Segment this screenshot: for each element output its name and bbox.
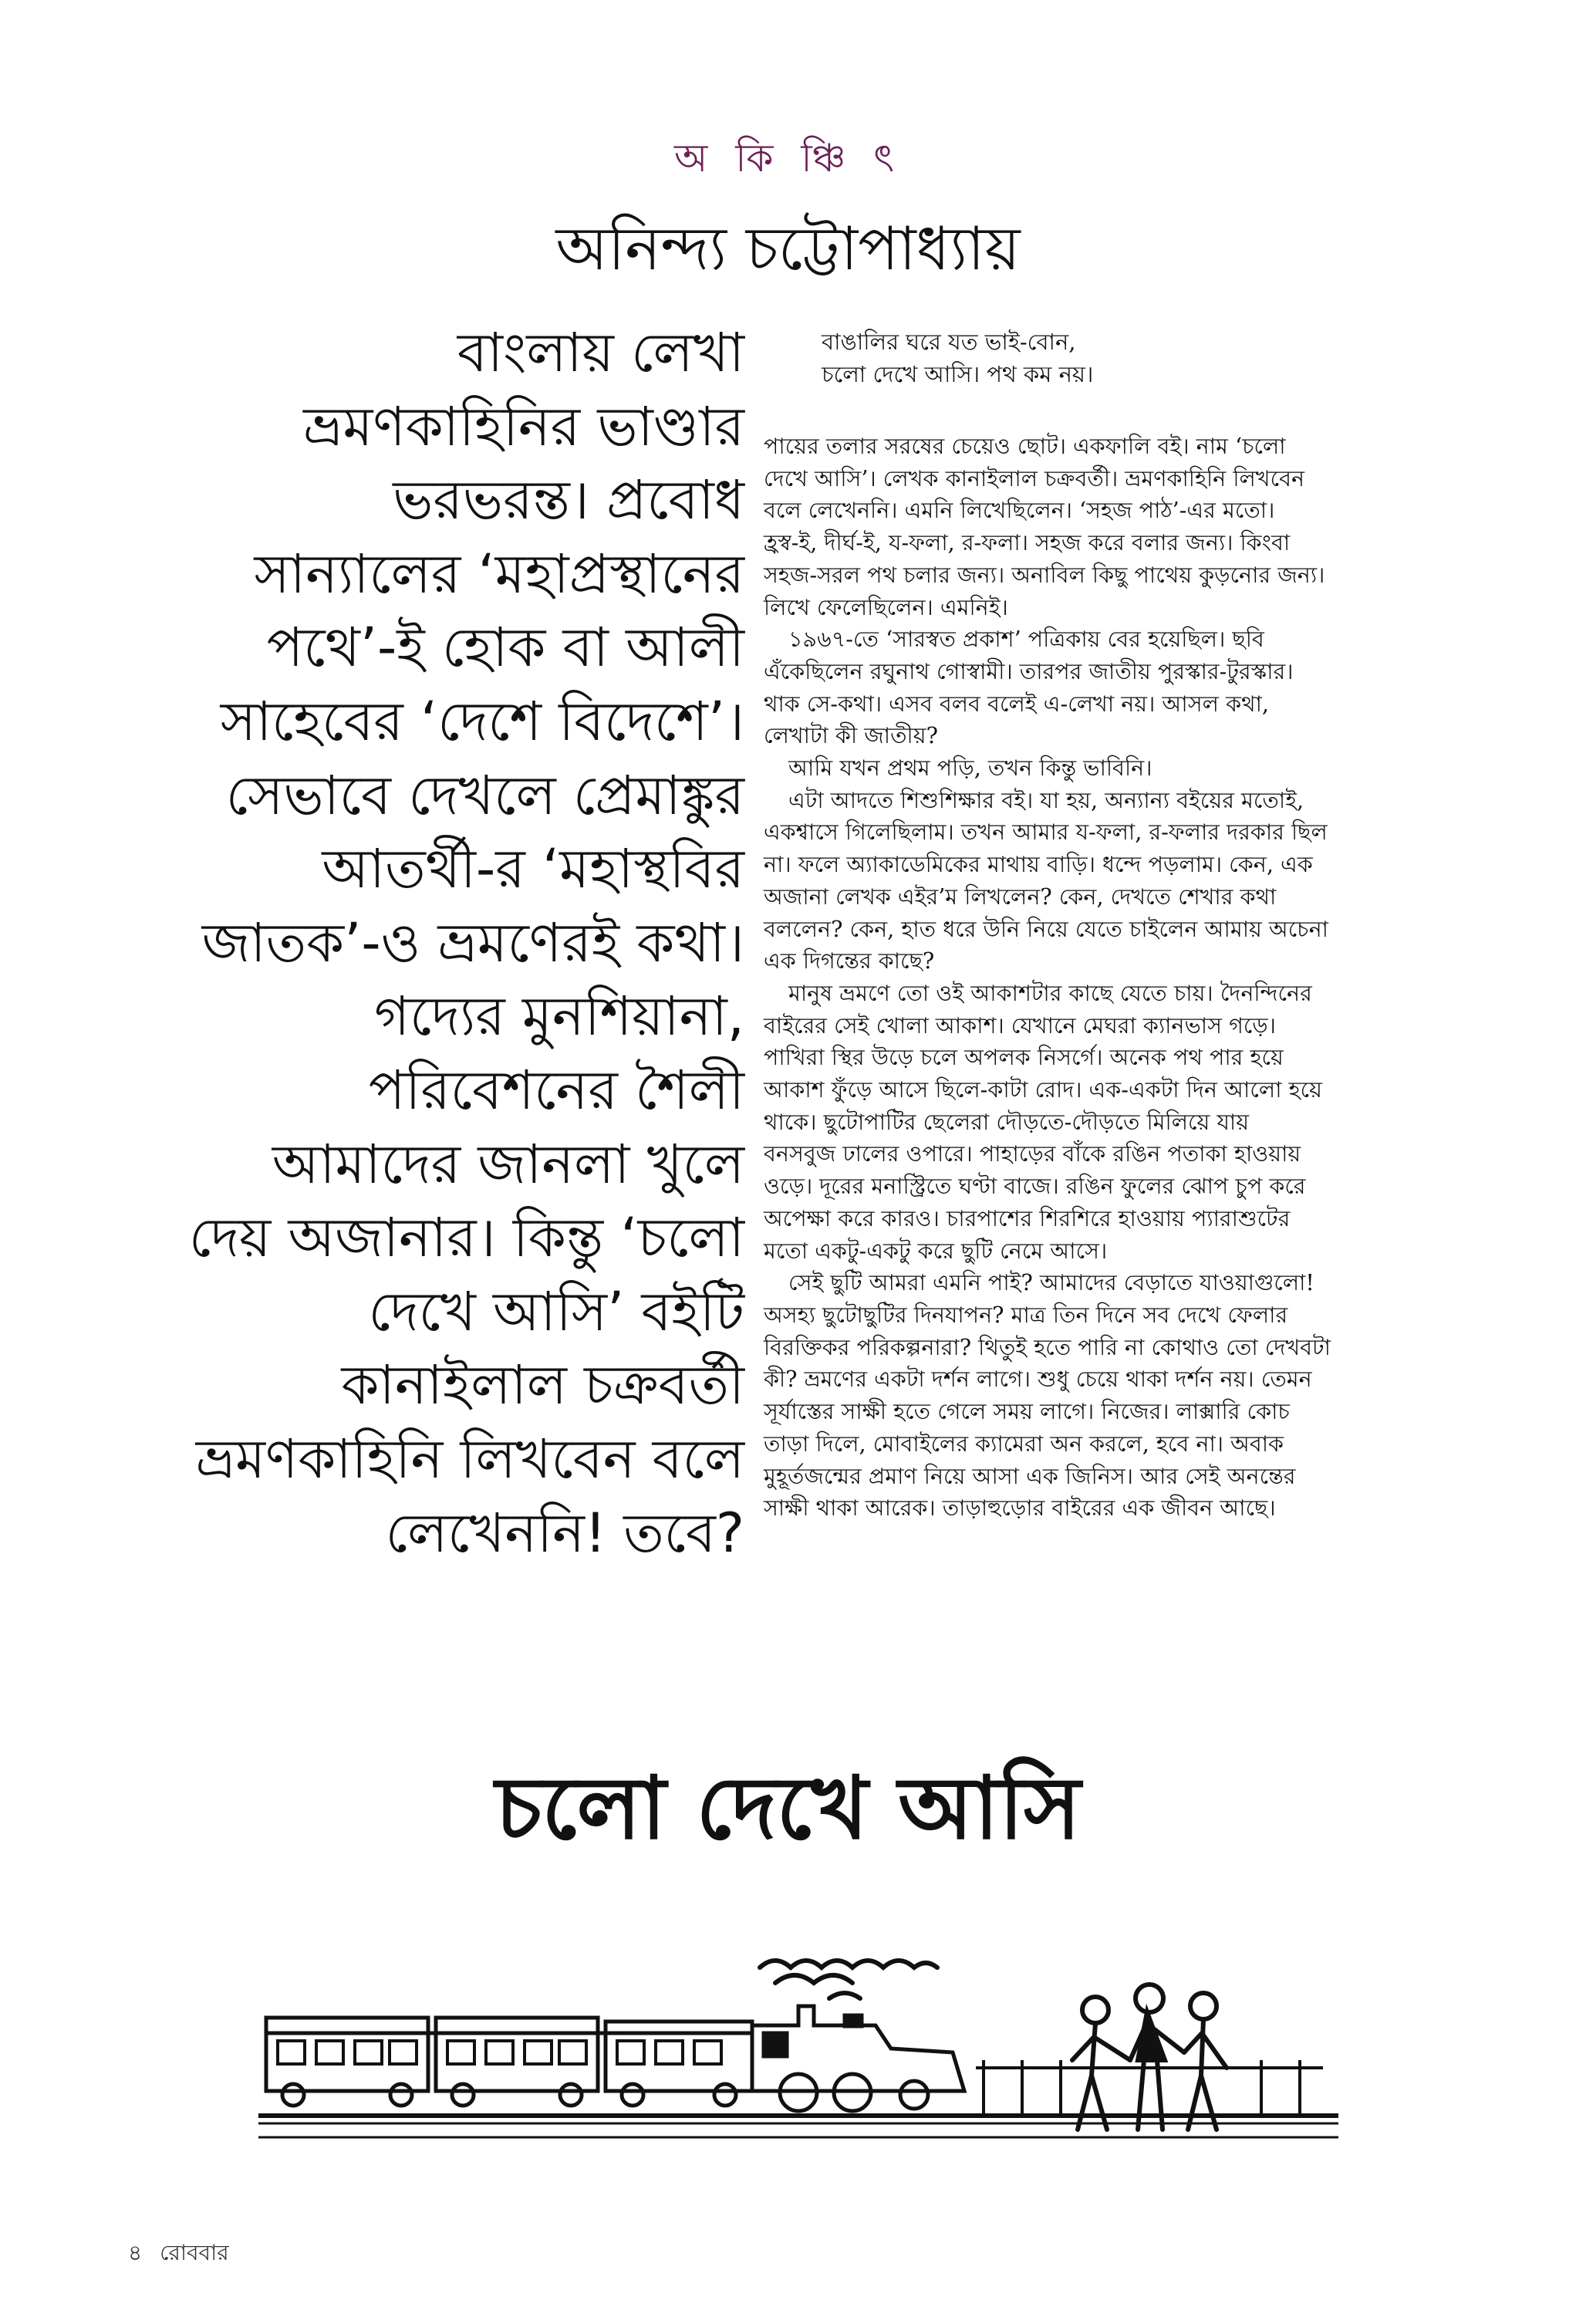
epigraph-line: চলো দেখে আসি। পথ কম নয়। — [822, 361, 1094, 387]
body-line: লিখে ফেলেছিলেন। এমনিই। — [764, 593, 1008, 620]
pull-quote-line: বাংলায় লেখা — [457, 321, 744, 384]
body-line: মতো একটু-একটু করে ছুটি নেমে আসে। — [764, 1237, 1108, 1264]
body-line: কী? ভ্রমণের একটা দর্শন লাগে। শুধু চেয়ে থাকা দর্শন নয়। তেমন — [764, 1366, 1312, 1393]
pull-quote-line: দেয় অজানার। কিন্তু ‘চলো — [188, 1206, 744, 1270]
page-footer — [128, 2236, 240, 2272]
body-line: ওড়ে। দূরের মনাস্ট্রিতে ঘণ্টা বাজে। রঙিন ফুলের ঝোপ চুপ করে — [764, 1173, 1306, 1200]
book-title-logo: চলো দেখে আসি — [495, 1758, 1081, 1859]
body-line: অসহ্য ছুটোছুটির দিনযাপন? মাত্র তিন দিনে সব দেখে ফেলার — [764, 1301, 1288, 1328]
author-name: অনিন্দ্য চট্টোপাধ্যায় — [555, 214, 1021, 284]
body-line: থাকে। ছুটোপাটির ছেলেরা দৌড়তে-দৌড়তে মিলিয়ে যায় — [764, 1108, 1250, 1135]
pull-quote-line: পথে’-ই হোক বা আলী — [266, 616, 744, 680]
pull-quote-line: দেখে আসি’ বইটি — [368, 1279, 744, 1343]
smoke-icon — [760, 1961, 937, 1998]
pull-quote-line: জাতক’-ও ভ্রমণেরই কথা। — [201, 910, 744, 975]
body-line: থাক সে-কথা। এসব বলব বলেই এ-লেখা নয়। আসল কথা, — [764, 690, 1269, 717]
body-line: দেখে আসি’। লেখক কানাইলাল চক্রবর্তী। ভ্রমণকাহিনি লিখবেন — [764, 464, 1305, 491]
children-icon — [1072, 1985, 1227, 2130]
pull-quote-line: ভরভরন্ত। প্রবোধ — [393, 468, 744, 532]
article-body — [764, 431, 1443, 1525]
body-line: এঁকেছিলেন রঘুনাথ গোস্বামী। তারপর জাতীয় পুরস্কার-টুরস্কার। — [764, 657, 1294, 684]
pull-quote-line: গদ্যের মুনশিয়ানা, — [374, 985, 744, 1049]
body-line: বলে লেখেননি। এমনি লিখেছিলেন। ‘সহজ পাঠ’-এর মতো। — [764, 497, 1275, 524]
series-title: অ কি ঞ্চি ৎ — [674, 136, 902, 181]
railway-track-icon — [258, 2116, 1338, 2123]
epigraph — [822, 326, 1093, 390]
body-line: আকাশ ফুঁড়ে আসে ছিলে-কাটা রোদ। এক-একটা দিন আলো হয়ে — [764, 1076, 1322, 1103]
pull-quote-line: আমাদের জানলা খুলে — [272, 1132, 744, 1196]
body-line: ১৯৬৭-তে ‘সারস্বত প্রকাশ’ পত্রিকায় বের হয়েছিল। ছবি — [788, 626, 1264, 653]
body-line: পাখিরা স্থির উড়ে চলে অপলক নিসর্গে। অনেক পথ পার হয়ে — [764, 1044, 1284, 1071]
pull-quote-line: পরিবেশনের শৈলী — [368, 1058, 744, 1122]
body-line: আমি যখন প্রথম পড়ি, তখন কিন্তু ভাবিনি। — [788, 755, 1152, 782]
pull-quote-line: সাহেবের ‘দেশে বিদেশে’। — [220, 689, 744, 753]
fence-icon — [976, 2060, 1323, 2116]
body-line: একশ্বাসে গিলেছিলাম। তখন আমার য-ফলা, র-ফলার দরকার ছিল — [764, 819, 1328, 846]
publication-name: রোববার — [160, 2240, 229, 2265]
body-line: এক দিগন্তের কাছে? — [764, 948, 935, 975]
body-line: মানুষ ভ্রমণে তো ওই আকাশটার কাছে যেতে চায়। দৈনন্দিনের — [788, 979, 1312, 1006]
body-line: সাক্ষী থাকা আরেক। তাড়াহুড়োর বাইরের এক জীবন আছে। — [764, 1495, 1276, 1522]
pull-quote-line: ভ্রমণকাহিনি লিখবেন বলে — [195, 1427, 744, 1491]
pull-quote-line: লেখেননি! তবে? — [385, 1501, 744, 1565]
pull-quote-line: আতর্থী-র ‘মহাস্থবির — [322, 837, 744, 901]
body-line: বাইরের সেই খোলা আকাশ। যেখানে মেঘরা ক্যানভাস গড়ে। — [764, 1012, 1276, 1039]
epigraph-line: বাঙালির ঘরে যত ভাই-বোন, — [822, 329, 1076, 355]
body-line: লেখাটা কী জাতীয়? — [764, 722, 938, 749]
body-line: এটা আদতে শিশুশিক্ষার বই। যা হয়, অন্যান্য বইয়ের মতোই, — [788, 786, 1304, 813]
body-line: অপেক্ষা করে কারও। চারপাশের শিরশিরে হাওয়ায় প্যারাশুটের — [764, 1204, 1291, 1231]
body-line: সেই ছুটি আমরা এমনি পাই? আমাদের বেড়াতে যাওয়াগুলো! — [788, 1269, 1314, 1296]
pull-quote-line: ভ্রমণকাহিনির ভাণ্ডার — [303, 394, 744, 458]
body-line: বনসবুজ ঢালের ওপারে। পাহাড়ের বাঁকে রঙিন পতাকা হাওয়ায় — [764, 1140, 1301, 1167]
body-line: হ্রস্ব-ই, দীর্ঘ-ই, য-ফলা, র-ফলা। সহজ করে বলার জন্য। কিংবা — [764, 529, 1291, 556]
pull-quote-line: কানাইলাল চক্রবর্তী — [341, 1353, 744, 1417]
page-number: ৪ — [128, 2240, 143, 2265]
body-line: মুহূর্তজন্মের প্রমাণ নিয়ে আসা এক জিনিস। আর সেই অনন্তের — [764, 1462, 1296, 1489]
pull-quote-line: সান্যালের ‘মহাপ্রস্থানের — [254, 542, 744, 606]
train-icon — [266, 2006, 964, 2111]
body-line: পায়ের তলার সরষের চেয়েও ছোট। একফালি বই। নাম ‘চলো — [764, 433, 1286, 459]
body-line: সহজ-সরল পথ চলার জন্য। অনাবিল কিছু পাথেয় কুড়নোর জন্য। — [764, 561, 1325, 588]
body-line: অজানা লেখক এইর’ম লিখলেন? কেন, দেখতে শেখার কথা — [764, 883, 1277, 910]
body-line: সূর্যাস্তের সাক্ষী হতে গেলে সময় লাগে। নিজের। লাক্সারি কোচ — [764, 1398, 1290, 1425]
body-line: না। ফলে অ্যাকাডেমিকের মাথায় বাড়ি। ধন্দে পড়লাম। কেন, এক — [764, 851, 1313, 878]
train-and-children-illustration — [258, 1944, 1338, 2168]
pull-quote — [116, 316, 744, 1570]
body-line: তাড়া দিলে, মোবাইলের ক্যামেরা অন করলে, হবে না। অবাক — [764, 1430, 1284, 1457]
body-line: বিরক্তিকর পরিকল্পনারা? থিতুই হতে পারি না কোথাও তো দেখবটা — [764, 1333, 1331, 1360]
pull-quote-line: সেভাবে দেখলে প্রেমাঙ্কুর — [225, 763, 744, 827]
body-line: বললেন? কেন, হাত ধরে উনি নিয়ে যেতে চাইলেন আমায় অচেনা — [764, 915, 1328, 942]
